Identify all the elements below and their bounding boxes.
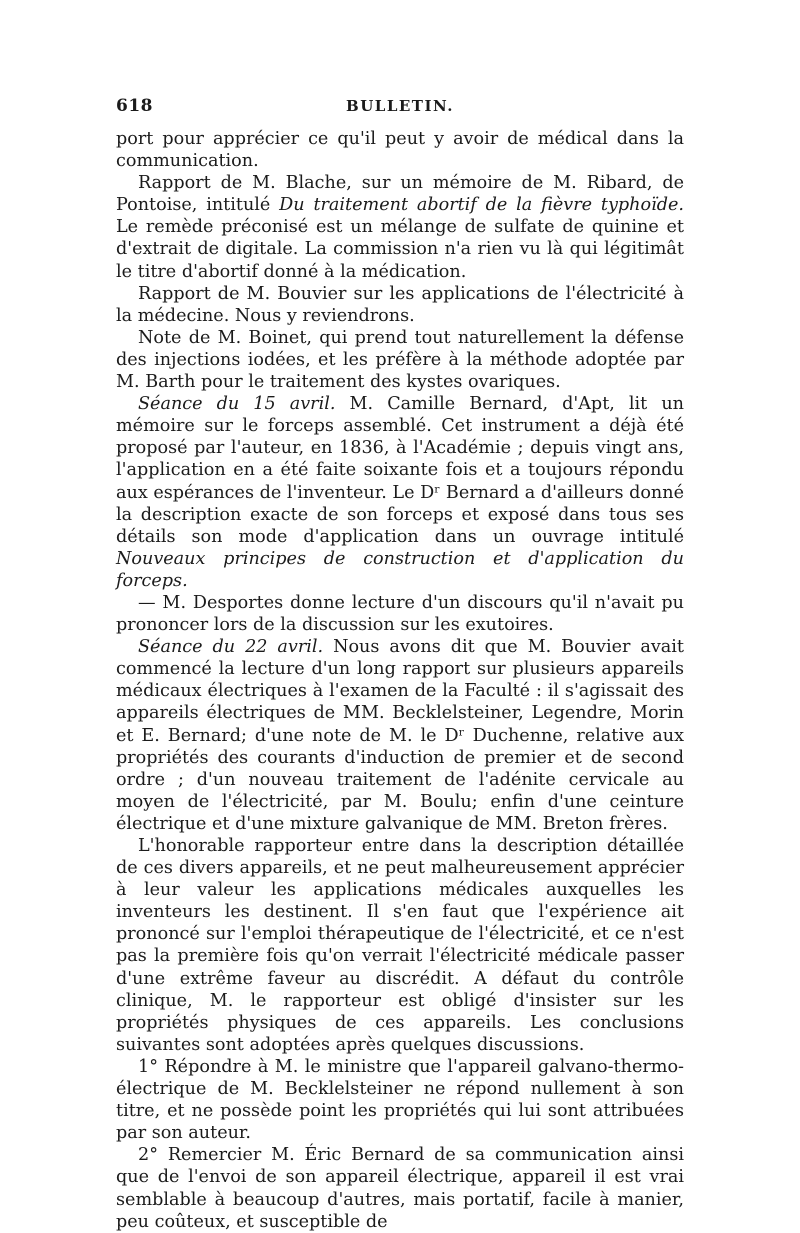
paragraph-seance-15-avril — [116, 393, 684, 592]
text-run: 1° Répondre à M. le ministre que l'appareil galvano-thermo-électrique de M. Becklelsteiner ne répond nullement à son titre, et ne possède point les propriétés qui lui sont attribuées par son auteur. — [116, 1056, 684, 1144]
paragraph-conclusion-2 — [116, 1144, 684, 1232]
text-run: Note de M. Boinet, qui prend tout naturellement la défense des injections iodées, et les préfère à la méthode adoptée par M. Barth pour le traitement des kystes ovariques. — [116, 327, 684, 393]
text-run: port pour apprécier ce qu'il peut y avoir de médical dans la communication. — [116, 129, 684, 172]
paragraph-blache-report — [116, 172, 684, 282]
book-title: Nouveaux principes de construction et d'application du forceps. — [116, 548, 684, 591]
paragraph-seance-22-avril — [116, 636, 684, 835]
session-date: Séance du 15 avril. — [138, 394, 336, 415]
paragraph-rapporteur — [116, 835, 684, 1056]
text-run: Nous avons dit que M. Bouvier avait commencé la lecture d'un long rapport sur plusieurs appareils médicaux électriques à l'examen de la Faculté : il s'agissait des appareils électriques de MM. Becklelsteiner, Legendre, Morin et E. Bernard; d'une note de M. le Dʳ Duchenne, relative aux propriétés des courants d'induction de premier et de second ordre ; d'un nouveau traitement de l'adénite cervicale au moyen de l'électricité, par M. Boulu; enfin d'une ceinture électrique et d'une mixture galvanique de MM. Breton frères. — [116, 637, 684, 834]
text-run: Le remède préconisé est un mélange de sulfate de quinine et d'extrait de digitale. La commission n'a rien vu là qui légitimât le titre d'abortif donné à la médication. — [116, 217, 684, 282]
paragraph-conclusion-1 — [116, 1056, 684, 1144]
page-header — [116, 96, 684, 122]
text-run: Rapport de M. Blache, sur un mémoire de M. Ribard, de Pontoise, intitulé — [116, 173, 684, 216]
session-date: Séance du 22 avril. — [138, 637, 324, 658]
paragraph-bouvier-report — [116, 283, 684, 327]
body-text — [116, 128, 684, 1233]
paragraph-continued-text — [116, 128, 684, 172]
text-run: — M. Desportes donne lecture d'un discours qu'il n'avait pu prononcer lors de la discussion sur les exutoires. — [116, 592, 684, 636]
memoir-title: Du traitement abortif de la fièvre typhoïde. — [279, 195, 684, 216]
text-run: L'honorable rapporteur entre dans la description détaillée de ces divers appareils, et ne peut malheureusement apprécier à leur valeur les applications médicales auxquelles les inventeurs les destinent. Il s'en faut que l'expérience ait prononcé sur l'emploi thérapeutique de l'électricité, et ce n'est pas la première fois qu'on verrait l'électricité médicale passer d'une extrême faveur au discrédit. A défaut du contrôle clinique, M. le rapporteur est obligé d'insister sur les propriétés physiques de ces appareils. Les conclusions suivantes sont adoptées après quelques discussions. — [116, 836, 684, 1055]
text-run: 2° Remercier M. Éric Bernard de sa communication ainsi que de l'envoi de son appareil électrique, appareil il est vrai semblable à beaucoup d'autres, mais portatif, facile à manier, peu coûteux, et susceptible de — [116, 1145, 684, 1232]
text-run: M. Camille Bernard, d'Apt, lit un mémoire sur le forceps assemblé. Cet instrument a déjà été proposé par l'auteur, en 1836, à l'Académie ; depuis vingt ans, l'application en a été faite soixante fois et a toujours répondu aux espérances de l'inventeur. Le Dʳ Bernard a d'ailleurs donné la description exacte de son forceps et exposé dans tous ses détails son mode d'application dans un ouvrage intitulé — [116, 394, 684, 547]
paragraph-boinet-note — [116, 327, 684, 393]
running-head: BULLETIN. — [346, 97, 454, 115]
text-run: Rapport de M. Bouvier sur les applications de l'électricité à la médecine. Nous y reviendrons. — [116, 283, 684, 326]
paragraph-desportes — [116, 592, 684, 636]
page-number: 618 — [116, 96, 153, 116]
